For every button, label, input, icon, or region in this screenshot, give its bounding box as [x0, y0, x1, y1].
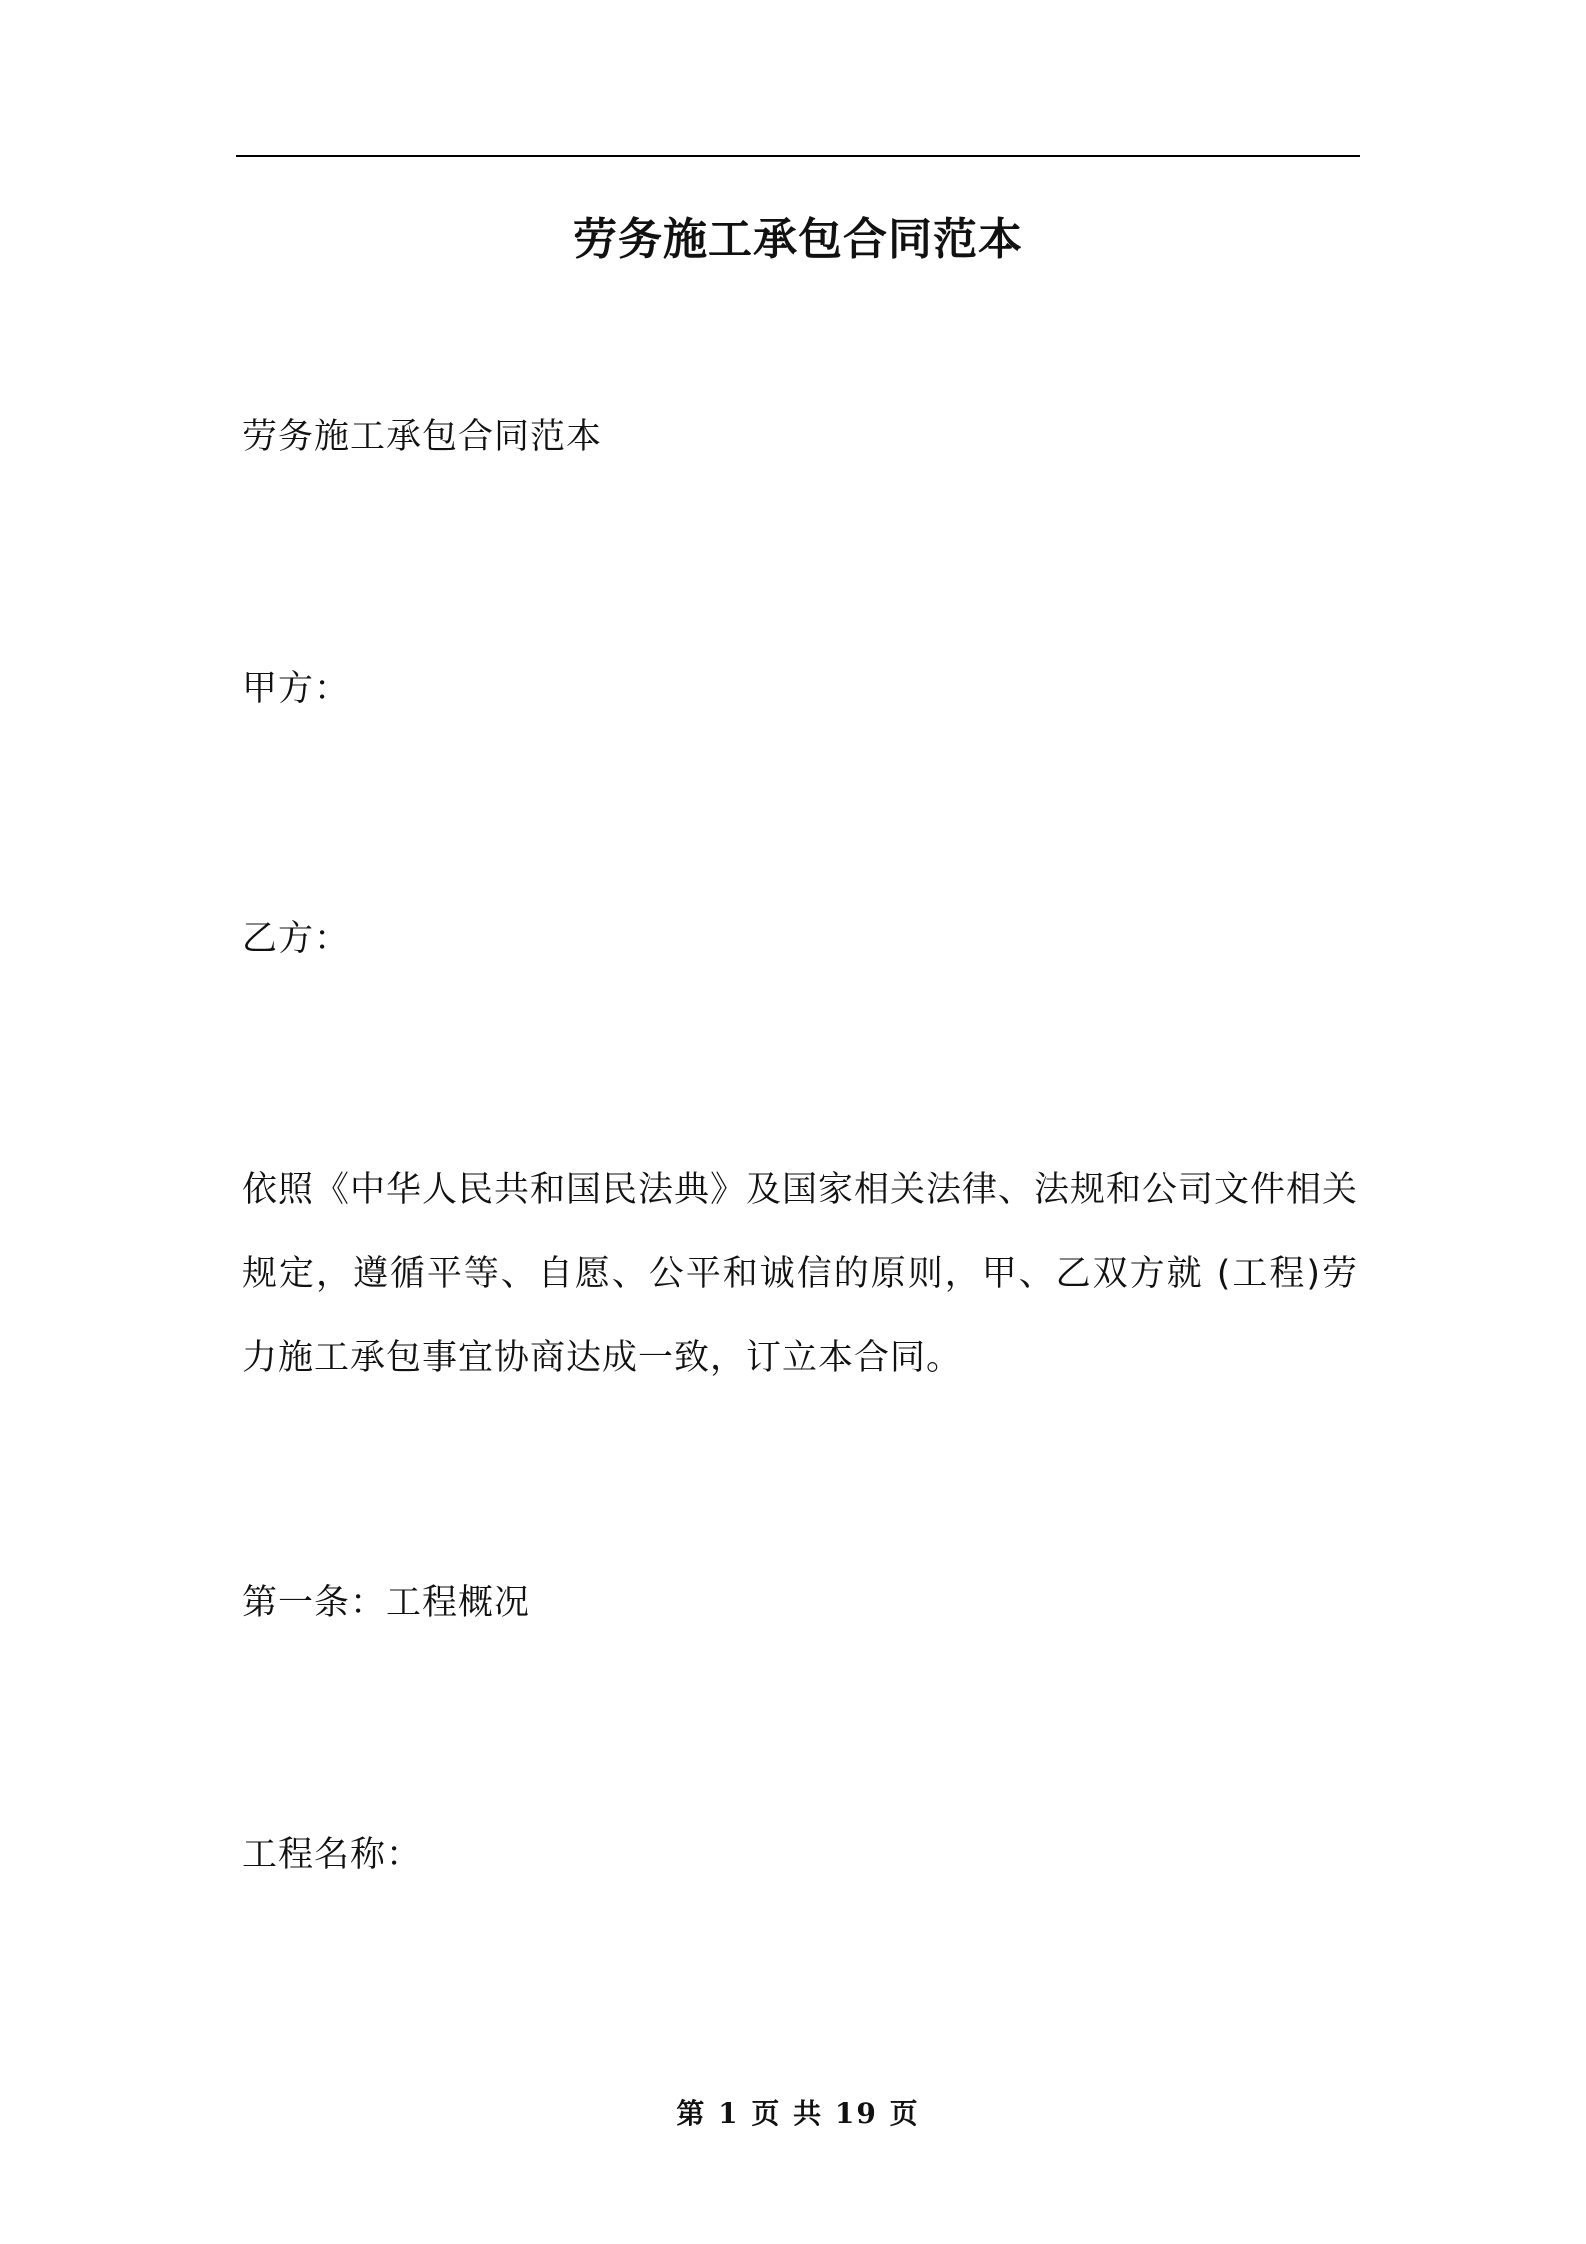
- preamble-paragraph: 依照《中华人民共和国民法典》及国家相关法律、法规和公司文件相关规定，遵循平等、自愿、公平和诚信的原则，甲、乙双方就 (工程)劳力施工承包事宜协商达成一致，订立本合同。: [242, 1170, 1359, 1378]
- header-divider: [236, 155, 1360, 157]
- party-a-label: 甲方：: [242, 669, 351, 709]
- page-title: 劳务施工承包合同范本: [573, 214, 1023, 265]
- document-subtitle: 劳务施工承包合同范本: [242, 417, 603, 457]
- project-name-label: 工程名称：: [242, 1835, 423, 1875]
- page-number-footer: 第 1 页 共 19 页: [676, 2097, 920, 2130]
- party-b-label: 乙方：: [242, 919, 351, 959]
- article-1-heading: 第一条：工程概况: [242, 1583, 531, 1623]
